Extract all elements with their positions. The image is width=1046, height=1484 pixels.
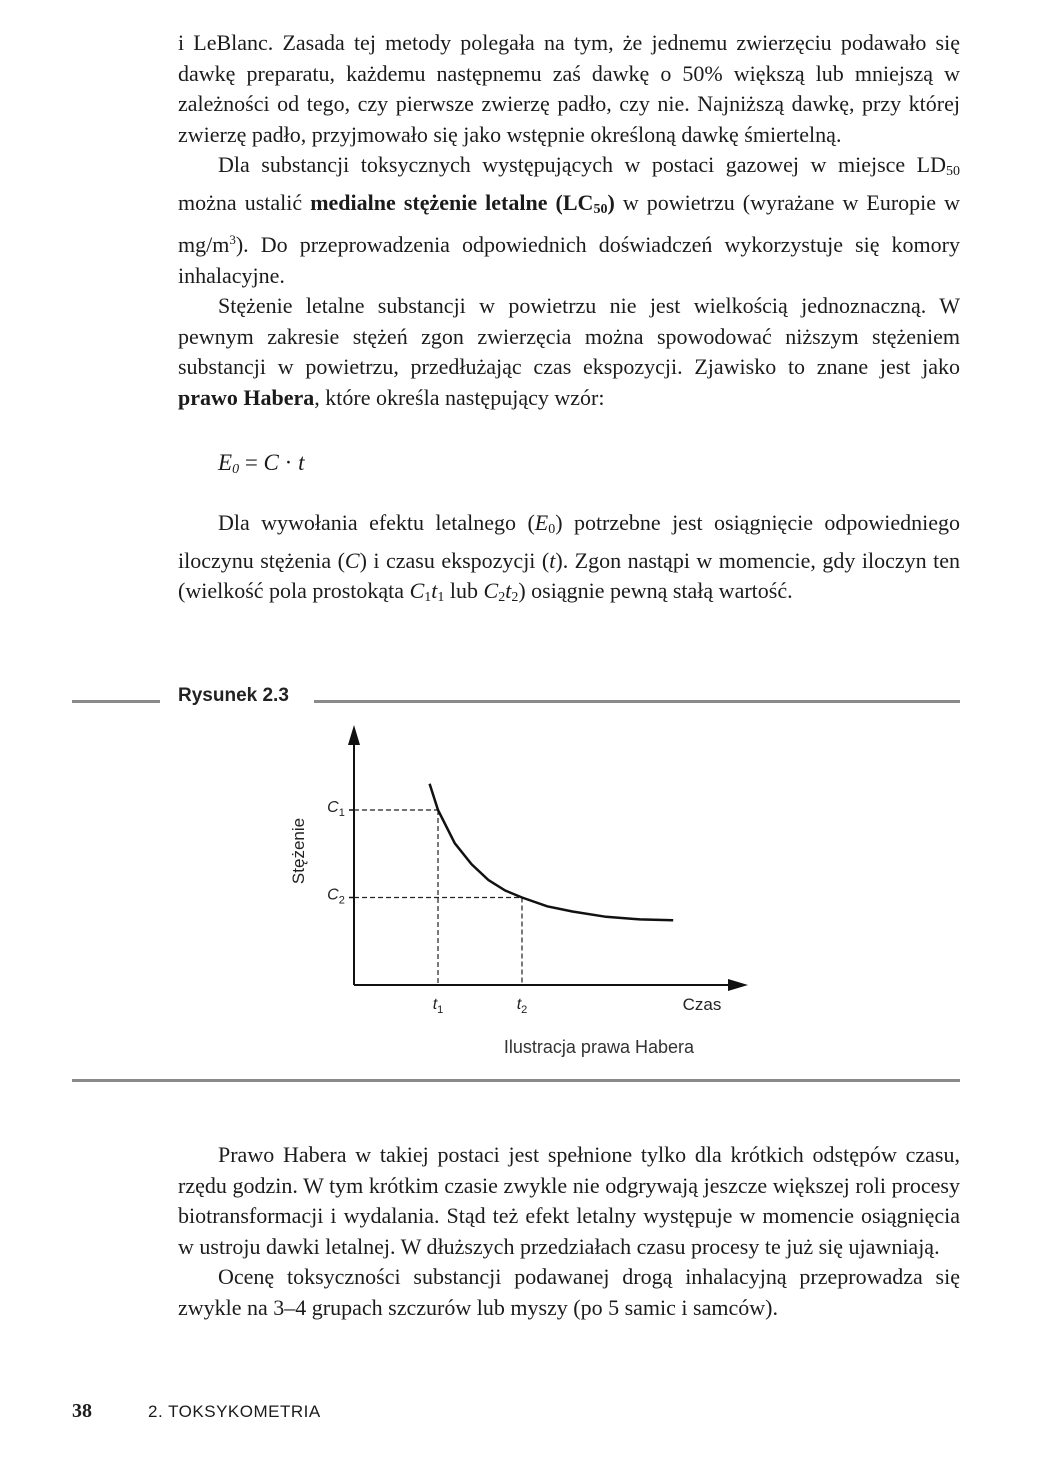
var-t2: t <box>505 578 512 603</box>
superscript: 3 <box>229 232 236 247</box>
page-footer <box>72 1400 321 1423</box>
text-run: ). Do przeprowadzenia odpowiednich doświadczeń wykorzystuje się komory inhalacyjne. <box>178 232 960 288</box>
text-run: medialne stężenie letalne (LC <box>310 189 594 215</box>
text-run: ) potrzebne jest osiągnięcie odpowiedniego iloczynu stężenia ( <box>178 510 960 573</box>
subscript: 50 <box>593 201 608 217</box>
x-tick-label-1: $t_1$ <box>432 996 444 1016</box>
text-run: Dla substancji toksycznych występujących w postaci gazowej w miejsce LD <box>218 152 946 177</box>
y-axis-arrow <box>348 725 360 745</box>
x-axis-label: Czas <box>682 995 722 1014</box>
subscript: 0 <box>548 522 556 537</box>
haber-formula <box>218 450 304 478</box>
paragraph-inhalation-testing: Ocenę toksyczności substancji podawanej drogą inhalacyjną przeprowadza się zwykle na 3–4 grupach szczurów lub myszy (po 5 samic i samców). <box>178 1264 960 1320</box>
paragraph-lc50 <box>178 150 960 291</box>
paragraph-haber-explanation <box>178 508 960 614</box>
formula-e: E <box>218 450 233 475</box>
formula-t: t <box>298 450 305 475</box>
paragraph-haber-validity: Prawo Habera w takiej postaci jest spełnione tylko dla krótkich odstępów czasu, rzędu godzin. W tym krótkim czasie zwykle nie odgrywają jeszcze większej roli procesy biotransformacji i wydalania. Stąd też efekt letalny występuje w momencie osiągnięcia w ustroju dawki letalnej. W dłuższych przedziałach czasu procesy te już się ujawniają. <box>178 1142 960 1259</box>
text-run: , które określa następujący wzór: <box>314 384 605 410</box>
series-line <box>430 784 674 921</box>
subscript: 50 <box>946 164 960 179</box>
var-e: E <box>534 510 549 535</box>
chart-svg <box>72 715 960 1035</box>
text-block-top <box>178 28 960 413</box>
var-c2: C <box>483 578 499 603</box>
paragraph-leblanc: i LeBlanc. Zasada tej metody polegała na tym, że jednemu zwierzęciu podawało się dawkę preparatu, każdemu następnemu zaś dawkę o 50% większą lub mniejszą w zależności od tego, czy pierwsze zwierzę padło, czy nie. Najniższą dawkę, przy której zwierzę padło, przyjmowało się jako wstępnie określoną dawkę śmiertelną. <box>178 30 960 147</box>
text-run: Stężenie letalne substancji w powietrzu nie jest wielkością jednoznaczną. W pewnym zakresie stężeń zgon zwierzęcia można spowodować niższym stężeniem substancji w powietrzu, przedłużając czas ekspozycji. Zjawisko to znane jest jako <box>178 293 960 379</box>
y-axis-label: Stężenie <box>289 817 308 885</box>
subscript: 1 <box>424 590 432 605</box>
guide-lines <box>349 810 522 985</box>
haber-chart <box>72 715 960 1065</box>
x-axis-arrow <box>728 979 748 991</box>
figure-rule-bottom <box>72 1079 960 1082</box>
y-tick-label-2: $C_2$ <box>327 886 345 907</box>
figure-caption: Ilustracja prawa Habera <box>503 1037 694 1057</box>
bold-term-lc50 <box>310 190 615 215</box>
figure-header <box>72 684 960 714</box>
figure-label: Rysunek 2.3 <box>178 685 289 706</box>
tick-labels <box>327 799 527 1016</box>
subscript: 0 <box>232 462 240 477</box>
figure-rule-left <box>72 700 160 703</box>
var-t: t <box>549 547 556 573</box>
text-run: ). Zgon nastąpi w momencie, gdy iloczyn ten (wielkość pola prostokąta <box>178 547 961 603</box>
subscript: 1 <box>437 590 445 605</box>
var-c: C <box>344 547 360 573</box>
chapter-title: 2. TOKSYKOMETRIA <box>148 1402 321 1421</box>
text-run: ) <box>607 189 615 215</box>
subscript: 2 <box>498 590 506 605</box>
subscript: 2 <box>511 590 519 605</box>
formula-c: C <box>263 450 279 475</box>
var-t1: t <box>431 578 438 603</box>
text-run: lub <box>444 578 484 603</box>
var-c1: C <box>409 578 425 603</box>
text-run: ) i czasu ekspozycji ( <box>359 547 550 573</box>
paragraph-haber-intro <box>178 291 960 413</box>
formula-equals: = <box>239 450 264 475</box>
formula-dot: · <box>278 450 299 475</box>
figure-rule-right <box>314 700 960 703</box>
y-tick-label-1: $C_1$ <box>327 799 345 819</box>
text-run: można ustalić <box>178 189 311 215</box>
text-run: ) osiągnie pewną stałą wartość. <box>518 578 793 603</box>
text-block-bottom <box>178 1140 960 1323</box>
bold-term-haber: prawo Habera <box>178 384 315 410</box>
text-run: w powietrzu (wyrażane w Europie w mg/m <box>178 189 960 257</box>
x-tick-label-2: $t_2$ <box>516 996 528 1016</box>
text-block-mid <box>178 508 960 614</box>
page-number: 38 <box>72 1400 92 1422</box>
text-run: Dla wywołania efektu letalnego ( <box>218 510 535 535</box>
